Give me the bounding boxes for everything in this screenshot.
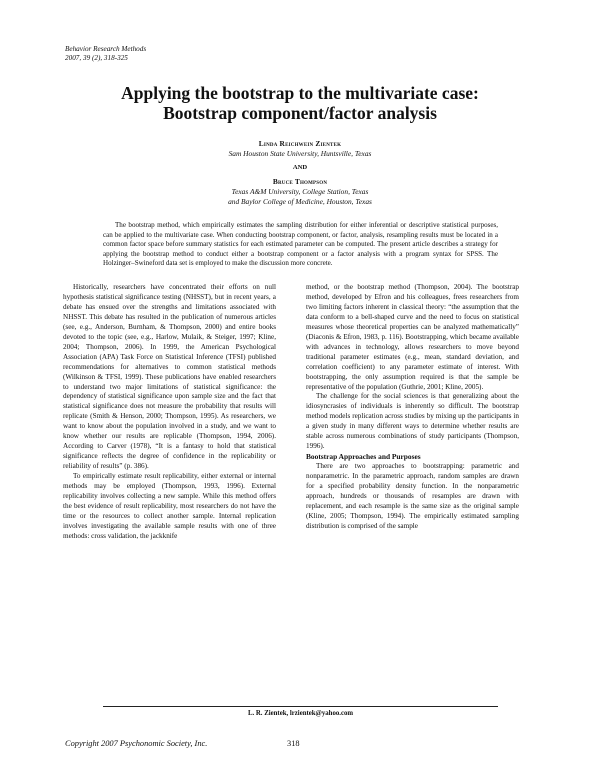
journal-citation: 2007, 39 (2), 318-325	[65, 54, 128, 62]
author-2-name: Bruce Thompson	[272, 177, 328, 186]
journal-name: Behavior Research Methods	[65, 45, 147, 53]
paragraph: method, or the bootstrap method (Thompson, 2004). The bootstrap method, developed by Efron and his colleagues, frees researchers from two limiting factors inherent in classical theory: “the assumption that the data conform to a bell-shaped curve and the need to focus on statistical measures whose theoretical properties can be analyzed mathematically” (Diaconis & Efron, 1983, p. 116). Bootstrapping, which became available with advances in technology, allows researchers to move beyond traditional parameter estimates (e.g., mean, standard deviation, and correlation coefficient) to any parameter estimate of interest. With bootstrapping, the only assumption required is that the sample be representative of the population (Guthrie, 2001; Kline, 2005).	[306, 283, 519, 391]
footnote-divider	[103, 706, 498, 707]
abstract: The bootstrap method, which empirically estimates the sampling distribution for either inferential or descriptive statistical purposes, can be applied to the multivariate case. When conducting bootstrap component, or factor, analysis, resampling results must be located in a common factor space before summary statistics for each estimated parameter can be computed. The present article describes a strategy for applying the bootstrap method to conduct either a bootstrap component or a factor analysis with a program syntax for SPSS. The Holzinger–Swineford data set is employed to make the discussion more concrete.	[103, 221, 498, 268]
copyright-notice: Copyright 2007 Psychonomic Society, Inc.	[65, 739, 208, 748]
article-title	[60, 83, 540, 123]
paragraph: To empirically estimate result replicability, either external or internal methods may be employed (Thompson, 1993, 1996). External replicability involves collecting a new sample. While this method offers the best evidence of result replicability, most researchers do not have the time or the resources to collect another sample. Internal replication involves investigating the available sample results with one of three methods: cross validation, the jackknife	[63, 472, 276, 540]
paragraph: There are two approaches to bootstrapping: parametric and nonparametric. In the parametric approach, random samples are drawn for a specified probability density function. In the nonparametric approach, hundreds or thousands of resamples are drawn with replacement, and each resample is the same size as the original sample (Kline, 2005; Thompson, 1994). The empirically estimated sampling distribution is comprised of the sample	[306, 462, 519, 530]
author-separator: AND	[292, 164, 308, 171]
journal-header	[65, 45, 146, 63]
corresponding-author-email: L. R. Zientek, lrzientek@yahoo.com	[247, 710, 354, 717]
title-line-2: Bootstrap component/factor analysis	[163, 103, 437, 123]
body-column-right	[306, 283, 519, 532]
page-number: 318	[287, 739, 300, 748]
author-1-name: Linda Reichwein Zientek	[258, 139, 342, 148]
author-2-affiliation-line-1: Texas A&M University, College Station, Texas	[231, 187, 369, 196]
author-1-affiliation: Sam Houston State University, Huntsville, Texas	[228, 149, 372, 158]
section-heading: Bootstrap Approaches and Purposes	[306, 452, 421, 462]
author-block	[60, 139, 540, 207]
paragraph: Historically, researchers have concentrated their efforts on null hypothesis statistical significance testing (NHSST), but in recent years, a debate has ensued over the strengths and limitations associated with NHSST. This debate has resulted in the publication of numerous articles (see, e.g., Anderson, Burnham, & Thompson, 2000) and entire books devoted to the topic (see, e.g., Harlow, Mulaik, & Steiger, 1997; Kline, 2004; Thompson, 2006). In 1999, the American Psychological Association (APA) Task Force on Statistical Inference (TFSI) published recommendations for alternatives to common statistical methods (Wilkinson & TFSI, 1999). These publications have enabled researchers to understand two major limitations of statistical significance: the dependency of statistical significance upon sample size and the fact that statistical significance does not measure the probability that results will replicate (Smith & Henson, 2000; Thompson, 1995). As researchers, we want to know about the population involved in a study, and we want to know whether our results are replicable (Thompson, 1994, 2006). According to Carver (1978), “It is a fantasy to hold that statistical significance reflects the degree of confidence in the replicability or reliability of results” (p. 386).	[63, 283, 276, 471]
title-line-1: Applying the bootstrap to the multivariate case:	[121, 83, 479, 103]
body-column-left	[63, 283, 276, 542]
paragraph: The challenge for the social sciences is that generalizing about the idiosyncrasies of individuals is inherently so difficult. The bootstrap method models replication across studies by mixing up the participants in a given study in many different ways to determine whether results are stable across numerous combinations of study participants (Thompson, 1996).	[306, 392, 519, 451]
author-2-affiliation-line-2: and Baylor College of Medicine, Houston, Texas	[228, 197, 372, 206]
